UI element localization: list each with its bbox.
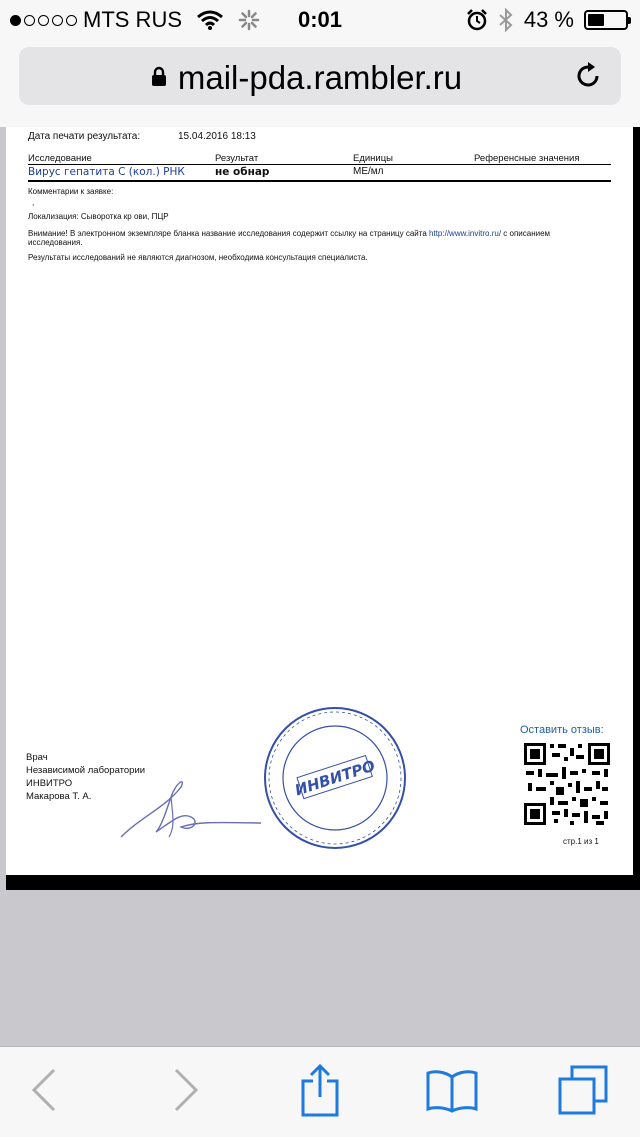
bluetooth-icon xyxy=(498,8,514,32)
notice-after-link: с описанием xyxy=(503,229,551,238)
print-date-value: 15.04.2016 18:13 xyxy=(178,131,256,142)
signature-line-3: ИНВИТРО xyxy=(26,778,73,789)
battery-percent: 43 % xyxy=(523,7,574,32)
table-cell-units: МЕ/мл xyxy=(353,166,384,177)
column-header-units: Единицы xyxy=(353,153,394,164)
status-bar xyxy=(0,0,640,40)
clock: 0:01 xyxy=(297,7,343,32)
share-icon[interactable] xyxy=(300,1063,340,1117)
column-header-result: Результат xyxy=(215,153,259,164)
table-cell-result: не обнар xyxy=(215,166,270,178)
stamp-brand: ИНВИТРО xyxy=(292,756,378,800)
browser-top-bar xyxy=(0,0,640,127)
page-right-shadow xyxy=(633,127,640,890)
column-header-reference: Референсные значения xyxy=(474,153,580,164)
comments-label: Комментарии к заявке: xyxy=(28,187,114,196)
status-right-group xyxy=(466,7,628,33)
page-bottom-shadow xyxy=(6,875,640,890)
lab-stamp xyxy=(261,704,409,852)
carrier-name: MTS RUS xyxy=(83,7,182,32)
review-label[interactable]: Оставить отзыв: xyxy=(520,724,604,736)
notice-text xyxy=(28,229,613,247)
qr-code[interactable] xyxy=(522,741,612,827)
alarm-icon xyxy=(466,9,488,31)
url-text: mail-pda.rambler.ru xyxy=(177,59,463,96)
invitro-link[interactable]: http://www.invitro.ru/ xyxy=(429,229,502,238)
tabs-icon[interactable] xyxy=(558,1065,608,1115)
document-page xyxy=(6,127,633,875)
table-row-divider xyxy=(28,180,611,182)
column-header-test: Исследование xyxy=(28,153,92,164)
handwritten-signature xyxy=(111,767,271,842)
address-bar[interactable] xyxy=(19,47,621,105)
forward-icon[interactable] xyxy=(172,1067,200,1113)
battery-icon xyxy=(584,10,628,30)
disclaimer-text: Результаты исследований не являются диагнозом, необходима консультация специалиста. xyxy=(28,253,368,262)
bookmarks-icon[interactable] xyxy=(426,1069,478,1113)
localization-text: Локализация: Сыворотка кр ови, ПЦР xyxy=(28,212,169,221)
signature-line-4: Макарова Т. А. xyxy=(26,791,92,802)
notice-line2: исследования. xyxy=(28,238,83,247)
browser-toolbar xyxy=(0,1046,640,1137)
back-icon[interactable] xyxy=(30,1067,58,1113)
table-header-divider xyxy=(28,164,611,165)
signature-line-2: Независимой лаборатории xyxy=(26,765,146,776)
table-cell-test-link[interactable]: Вирус гепатита С (кол.) РНК xyxy=(28,166,185,178)
reload-icon[interactable] xyxy=(573,61,603,91)
signature-line-1: Врач xyxy=(26,752,48,763)
comments-value: , xyxy=(32,198,35,207)
notice-before-link: Внимание! В электронном экземпляре бланка название исследования содержит ссылку на страницу сайта xyxy=(28,229,427,238)
print-date-label: Дата печати результата: xyxy=(28,131,141,142)
page-number: стр.1 из 1 xyxy=(563,837,599,846)
